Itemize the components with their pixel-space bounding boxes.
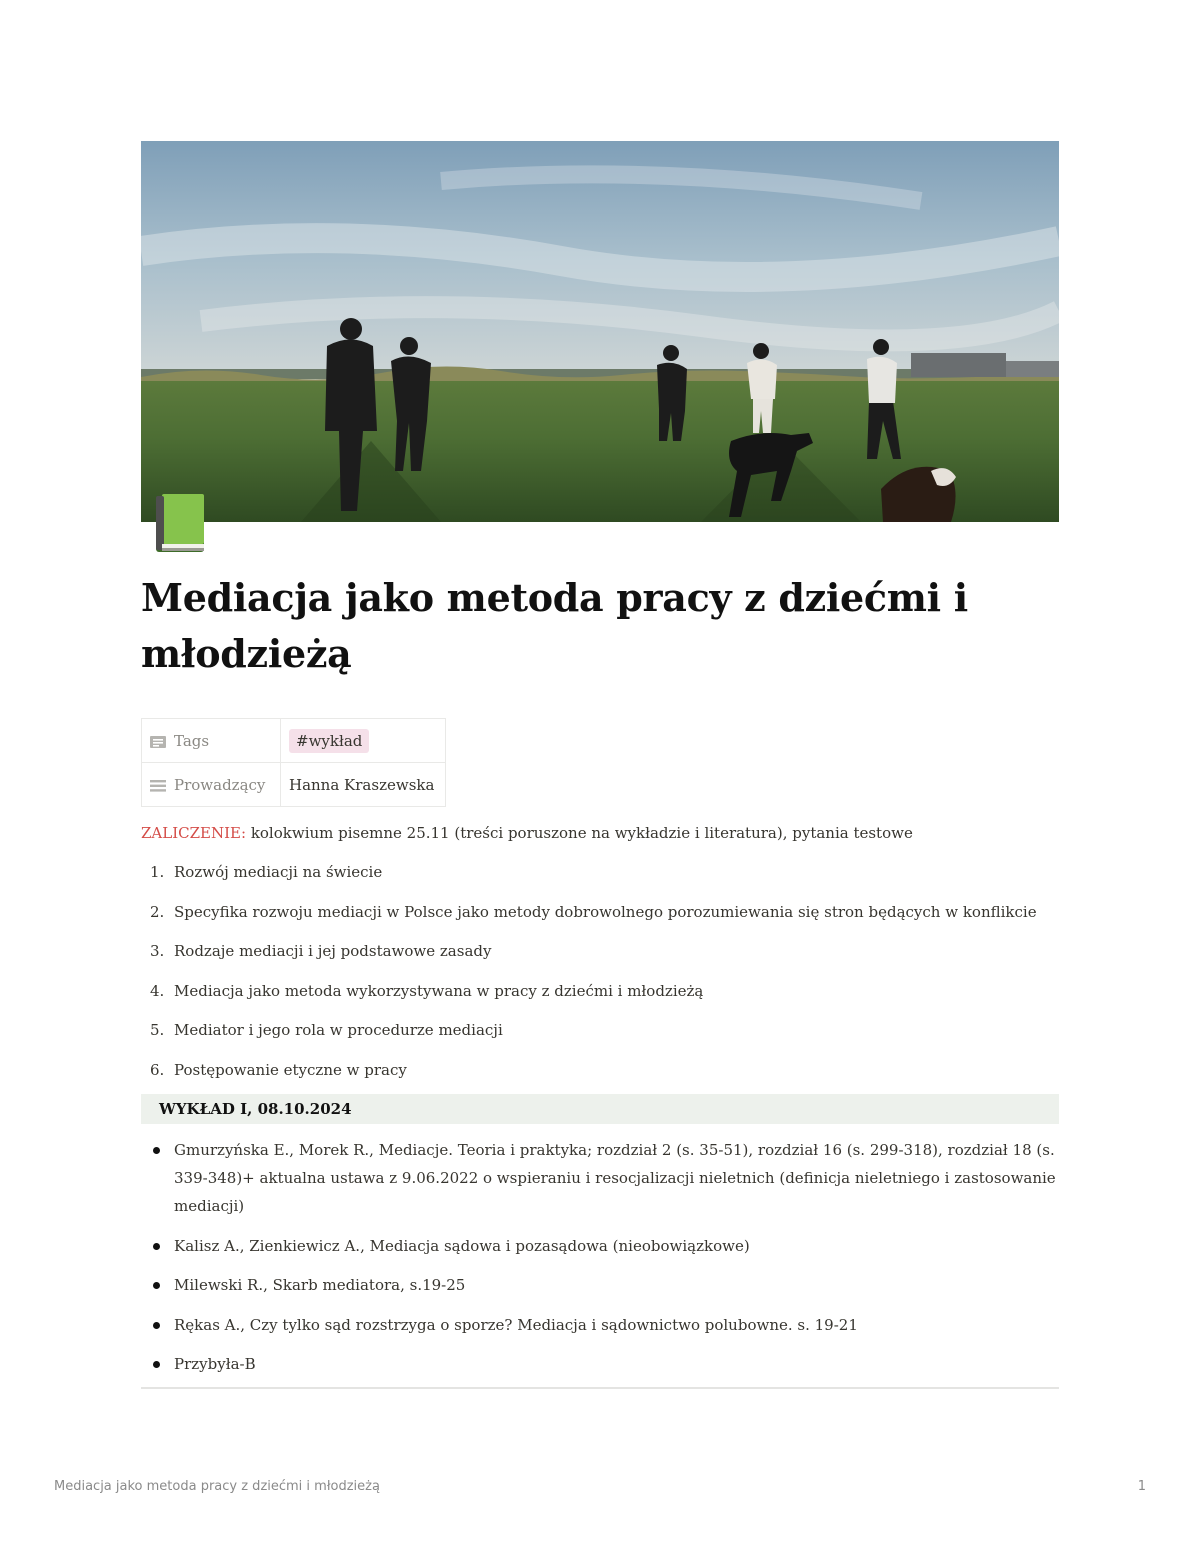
bullet-icon [153, 1282, 160, 1289]
list-item [141, 1232, 1059, 1260]
list-item [141, 1136, 1059, 1220]
property-row-lecturer[interactable] [142, 763, 446, 807]
list-number: 1. [150, 863, 165, 881]
list-number: 4. [150, 981, 165, 1000]
list-item-text: Postępowanie etyczne w pracy [174, 1060, 407, 1079]
topics-list [141, 860, 1059, 1098]
list-number: 5. [150, 1021, 165, 1040]
list-item [141, 1311, 1059, 1339]
list-item-text: Mediacja jako metoda wykorzystywana w pracy z dziećmi i młodzieżą [174, 981, 704, 1000]
list-number: 2. [150, 902, 165, 921]
grading-text: kolokwium pisemne 25.11 (treści poruszone na wykładzie i literatura), pytania testowe [246, 824, 913, 842]
list-item [141, 1350, 1059, 1378]
list-number: 6. [150, 1060, 165, 1079]
properties-table [141, 718, 446, 807]
list-item-text: Specyfika rozwoju mediacji w Polsce jako metody dobrowolnego porozumiewania się stron będących w konflikcie [174, 902, 1037, 921]
list-number: 3. [150, 942, 165, 961]
bullet-icon [153, 1322, 160, 1329]
bullet-icon [153, 1243, 160, 1250]
list-item [141, 1058, 1059, 1098]
list-item [141, 939, 1059, 979]
property-name-tags [142, 719, 281, 763]
grading-label: ZALICZENIE: [141, 824, 247, 842]
list-item-text: Rozwój mediacji na świecie [174, 863, 383, 881]
cover-image [141, 141, 1059, 522]
list-item [141, 860, 1059, 900]
list-item [141, 1018, 1059, 1058]
tag-badge[interactable]: #wykład [289, 729, 369, 753]
bullet-icon [153, 1147, 160, 1154]
list-item-text: Kalisz A., Zienkiewicz A., Mediacja sądowa i pozasądowa (nieobowiązkowe) [174, 1236, 750, 1255]
property-name-lecturer [142, 763, 281, 807]
footer-title: Mediacja jako metoda pracy z dziećmi i młodzieżą [54, 1479, 380, 1494]
list-item [141, 979, 1059, 1019]
section-heading: WYKŁAD I, 08.10.2024 [141, 1094, 1059, 1124]
property-value-tags[interactable] [281, 719, 446, 763]
list-item-text: Rękas A., Czy tylko sąd rozstrzyga o sporze? Mediacja i sądownictwo polubowne. s. 19-21 [174, 1315, 858, 1334]
list-item-text: Mediator i jego rola w procedurze mediacji [174, 1021, 503, 1040]
grading-note [141, 821, 913, 845]
property-row-tags[interactable] [142, 719, 446, 763]
list-item-text: Gmurzyńska E., Morek R., Mediacje. Teoria i praktyka; rozdział 2 (s. 35-51), rozdział 16 (s. 299-318), rozdział 18 (s. 339-348)+ aktualna ustawa z 9.06.2022 o wspieraniu i resocjalizacji nieletnich (definicja nieletniego i zastosowanie mediacji) [174, 1141, 1056, 1215]
list-item [141, 1271, 1059, 1299]
list-item-text: Przybyła-B [174, 1355, 256, 1373]
property-label: Tags [174, 731, 210, 750]
list-item-text: Rodzaje mediacji i jej podstawowe zasady [174, 942, 492, 961]
text-lines-icon [150, 779, 166, 793]
list-item-text: Milewski R., Skarb mediatora, s.19-25 [174, 1276, 466, 1294]
divider [141, 1387, 1059, 1389]
property-value-lecturer[interactable]: Hanna Kraszewska [281, 763, 446, 807]
literature-list [141, 1136, 1059, 1390]
list-item [141, 900, 1059, 940]
page-title: Mediacja jako metoda pracy z dziećmi i młodzieżą [141, 575, 968, 676]
page-number: 1 [1137, 1479, 1146, 1494]
bullet-icon [153, 1361, 160, 1368]
property-label: Prowadzący [174, 775, 266, 794]
list-lines-icon [150, 735, 166, 749]
book-icon [152, 490, 208, 554]
